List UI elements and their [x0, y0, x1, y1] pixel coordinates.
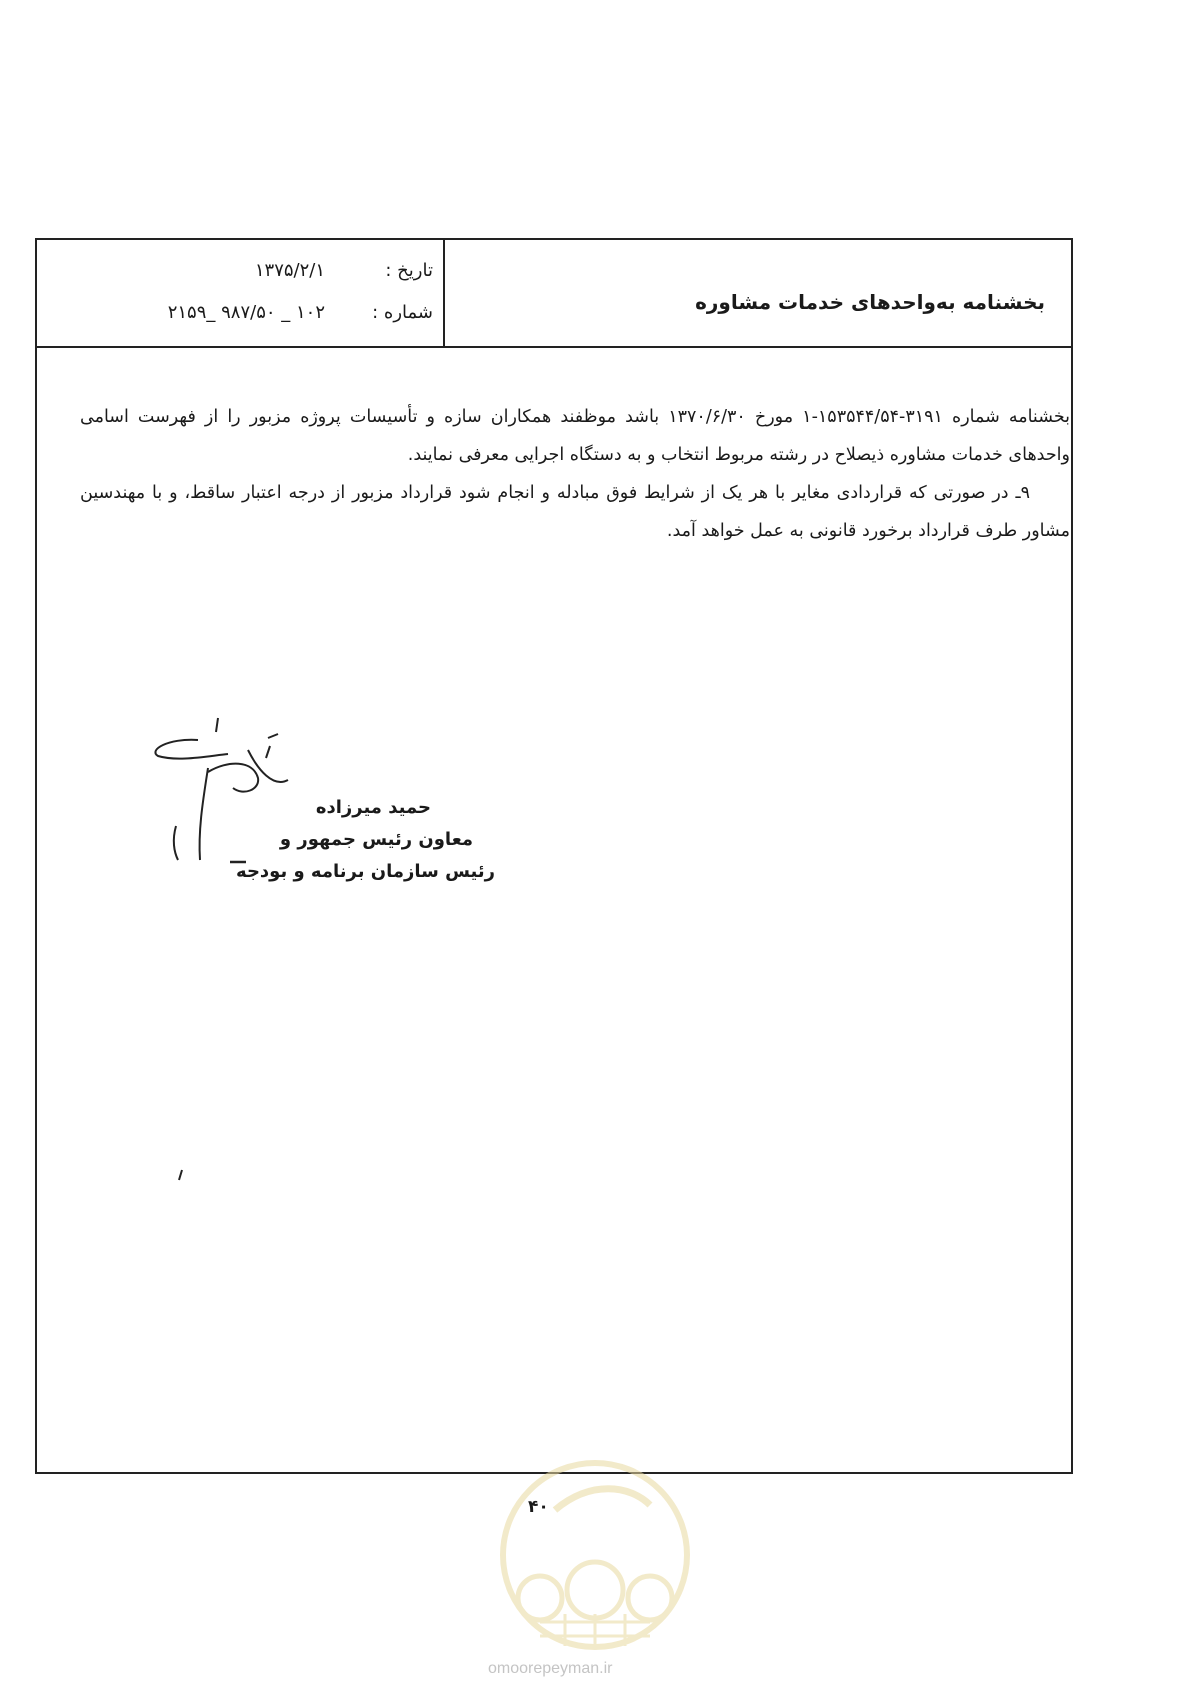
document-body: [80, 398, 1070, 550]
watermark-text: omoorepeyman.ir: [488, 1660, 613, 1677]
body-paragraph-2: ۹ـ در صورتی که قراردادی مغایر با هر یک از شرایط فوق مبادله و انجام شود قرارداد مزبور از درجه اعتبار ساقط، و با مهندسین مشاور طرف قرارداد برخورد قانونی به عمل خواهد آمد.: [80, 483, 1070, 541]
date-label: تاریخ :: [385, 260, 433, 281]
number-label: شماره :: [372, 302, 433, 323]
body-paragraph-1: بخشنامه شماره ۳۱۹۱-۱۵۳۵۴۴/۵۴-۱ مورخ ۱۳۷۰/۶/۳۰ باشد موظفند همکاران سازه و تأسیسات پروژه مزبور را از فهرست اسامی واحدهای خدمات مشاوره ذیصلاح در رشته مربوط انتخاب و به دستگاه اجرایی معرفی نمایند.: [80, 407, 1070, 465]
number-row: [168, 302, 433, 323]
watermark-seal-icon: [480, 1450, 710, 1660]
document-header: [37, 240, 1071, 348]
number-value: ۱۰۲ _ ۹۸۷/۵۰ _۲۱۵۹: [167, 302, 325, 323]
date-value: ۱۳۷۵/۲/۱: [254, 260, 325, 281]
signatory-block: [225, 792, 495, 888]
signatory-title-1: معاون رئیس جمهور و: [279, 829, 473, 850]
signatory-title-2: رئیس سازمان برنامه و بودجه: [236, 861, 495, 882]
date-row: [255, 260, 433, 281]
stray-pen-mark: [176, 1168, 186, 1182]
header-divider: [443, 240, 445, 346]
page-number: ۴۰: [528, 1497, 549, 1517]
document-title: بخشنامه به‌واحدهای خدمات مشاوره: [695, 290, 1045, 314]
signatory-name: حمید میرزاده: [315, 797, 431, 818]
